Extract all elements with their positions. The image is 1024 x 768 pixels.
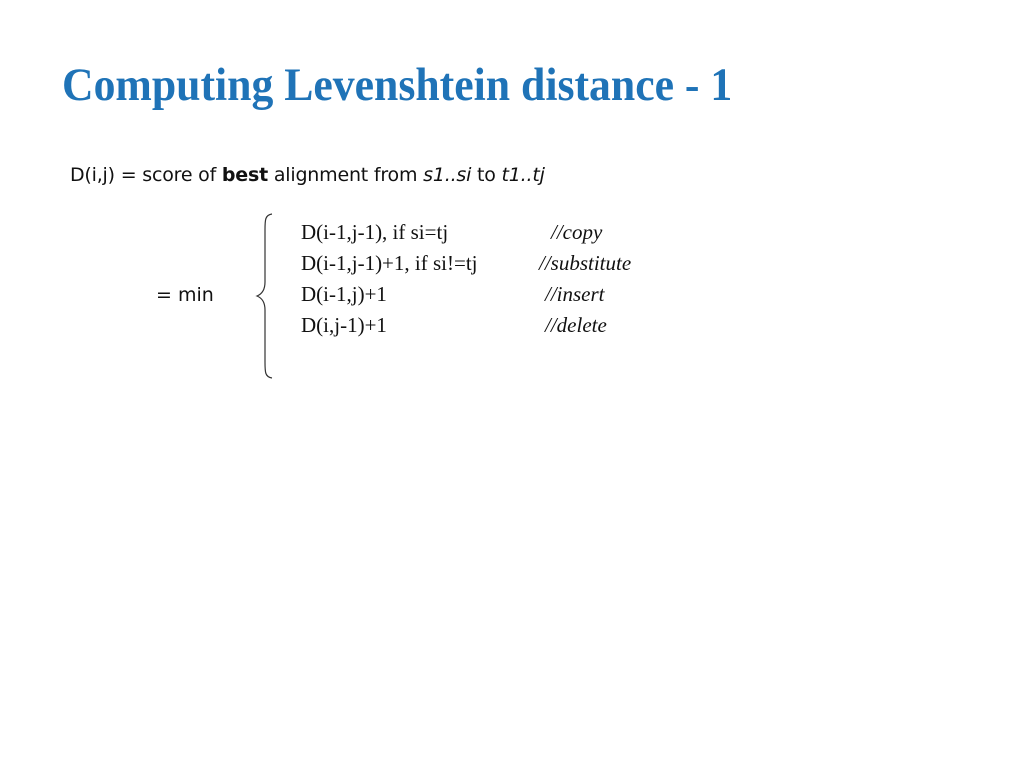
- slide-title: Computing Levenshtein distance - 1: [62, 59, 733, 111]
- comment-copy: //copy: [551, 220, 603, 244]
- case-expr-delete: D(i,j-1)+1: [301, 313, 387, 337]
- definition-s-range: s1..si: [423, 164, 472, 186]
- equals-min-label: = min: [156, 284, 214, 306]
- case-expr-copy: D(i-1,j-1), if si=tj: [301, 220, 449, 244]
- case-expr-insert: D(i-1,j)+1: [301, 282, 387, 306]
- comment-substitute: //substitute: [539, 251, 632, 275]
- definition-line: [70, 164, 545, 186]
- left-brace: [254, 212, 276, 380]
- definition-t-range: t1..tj: [501, 164, 545, 186]
- case-expr-substitute: D(i-1,j-1)+1, if si!=tj: [301, 251, 478, 275]
- comment-delete: //delete: [545, 313, 607, 337]
- definition-to: to: [471, 164, 502, 186]
- definition-prefix: D(i,j) = score of: [70, 164, 222, 186]
- definition-middle: alignment from: [268, 164, 424, 186]
- comment-insert: //insert: [545, 282, 605, 306]
- definition-bold-word: best: [221, 164, 268, 186]
